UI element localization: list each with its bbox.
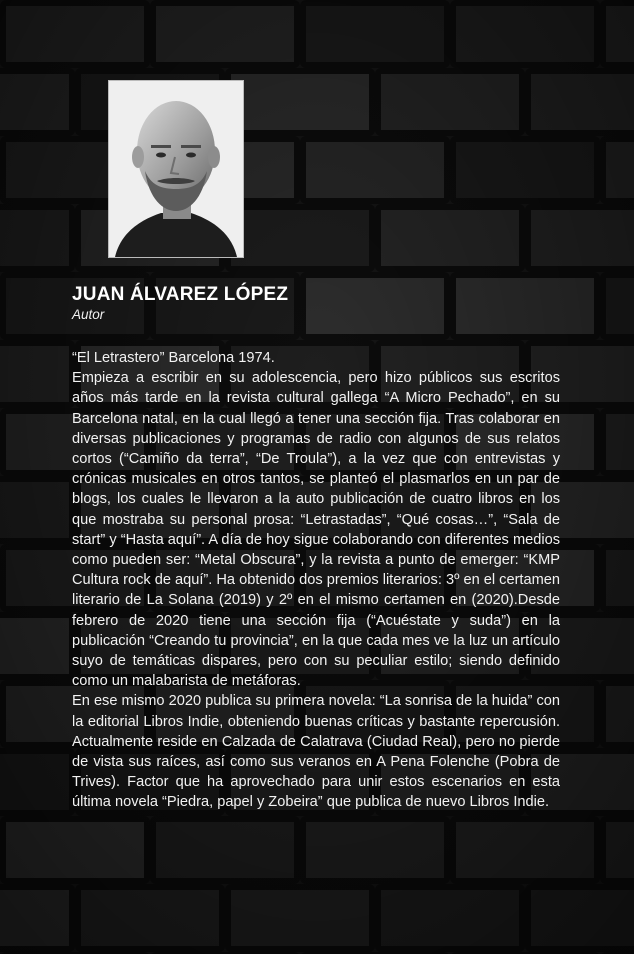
- bio-paragraph: “El Letrastero” Barcelona 1974.: [72, 350, 275, 366]
- author-biography: [72, 348, 560, 813]
- bio-paragraph: En ese mismo 2020 publica su primera novela: “La sonrisa de la huida” con la editorial Libros Indie, obteniendo buenas críticas y bastante repercusión. Actualmente reside en Calzada de Calatrava (Ciudad Real), pero no pierde de vista sus raíces, así como sus veranos en A Pena Folenche (Pobra de Trives). Factor que ha aprovechado para unir estos escenarios en esta última novela “Piedra, papel y Zobeira” que publica de nuevo Libros Indie.: [72, 693, 560, 811]
- author-name: JUAN ÁLVAREZ LÓPEZ: [72, 284, 289, 305]
- author-role: Autor: [72, 307, 105, 322]
- bio-paragraph: Empieza a escribir en su adolescencia, pero hizo públicos sus escritos años más tarde en la revista cultural gallega “A Micro Pechado”, en su Barcelona natal, en la cual llegó a tener una sección fija. Tras colaborar en diversas publicaciones y programas de radio con algunos de sus relatos cortos (“Camiño da terra”, “De Troula”), a la vez que con entrevistas y crónicas musicales en otros tantos, se planteó el plasmarlos en un par de blogs, los cuales le llevaron a la auto publicación de cuatro libros en los que mostraba su personal prosa: “Letrastadas”, “Qué cosas…”, “Sala de start” y “Hasta aquí”. A día de hoy sigue colaborando con diferentes medios como pueden ser: “Metal Obscura”, y la revista a punto de emerger: “KMP Cultura rock de aquí”. Ha obtenido dos premios literarios: 3º en el certamen literario de La Solana (2019) y 2º en el mismo certamen en (2020).Desde febrero de 2020 tiene una sección fija (“Acuéstate y suda”) en la publicación “Creando tu provincia”, en la que cada mes ve la luz un artículo suyo de temáticas dispares, pero con su peculiar estilo; siendo definido como un malabarista de metáforas.: [72, 370, 560, 690]
- author-photo: [108, 80, 244, 258]
